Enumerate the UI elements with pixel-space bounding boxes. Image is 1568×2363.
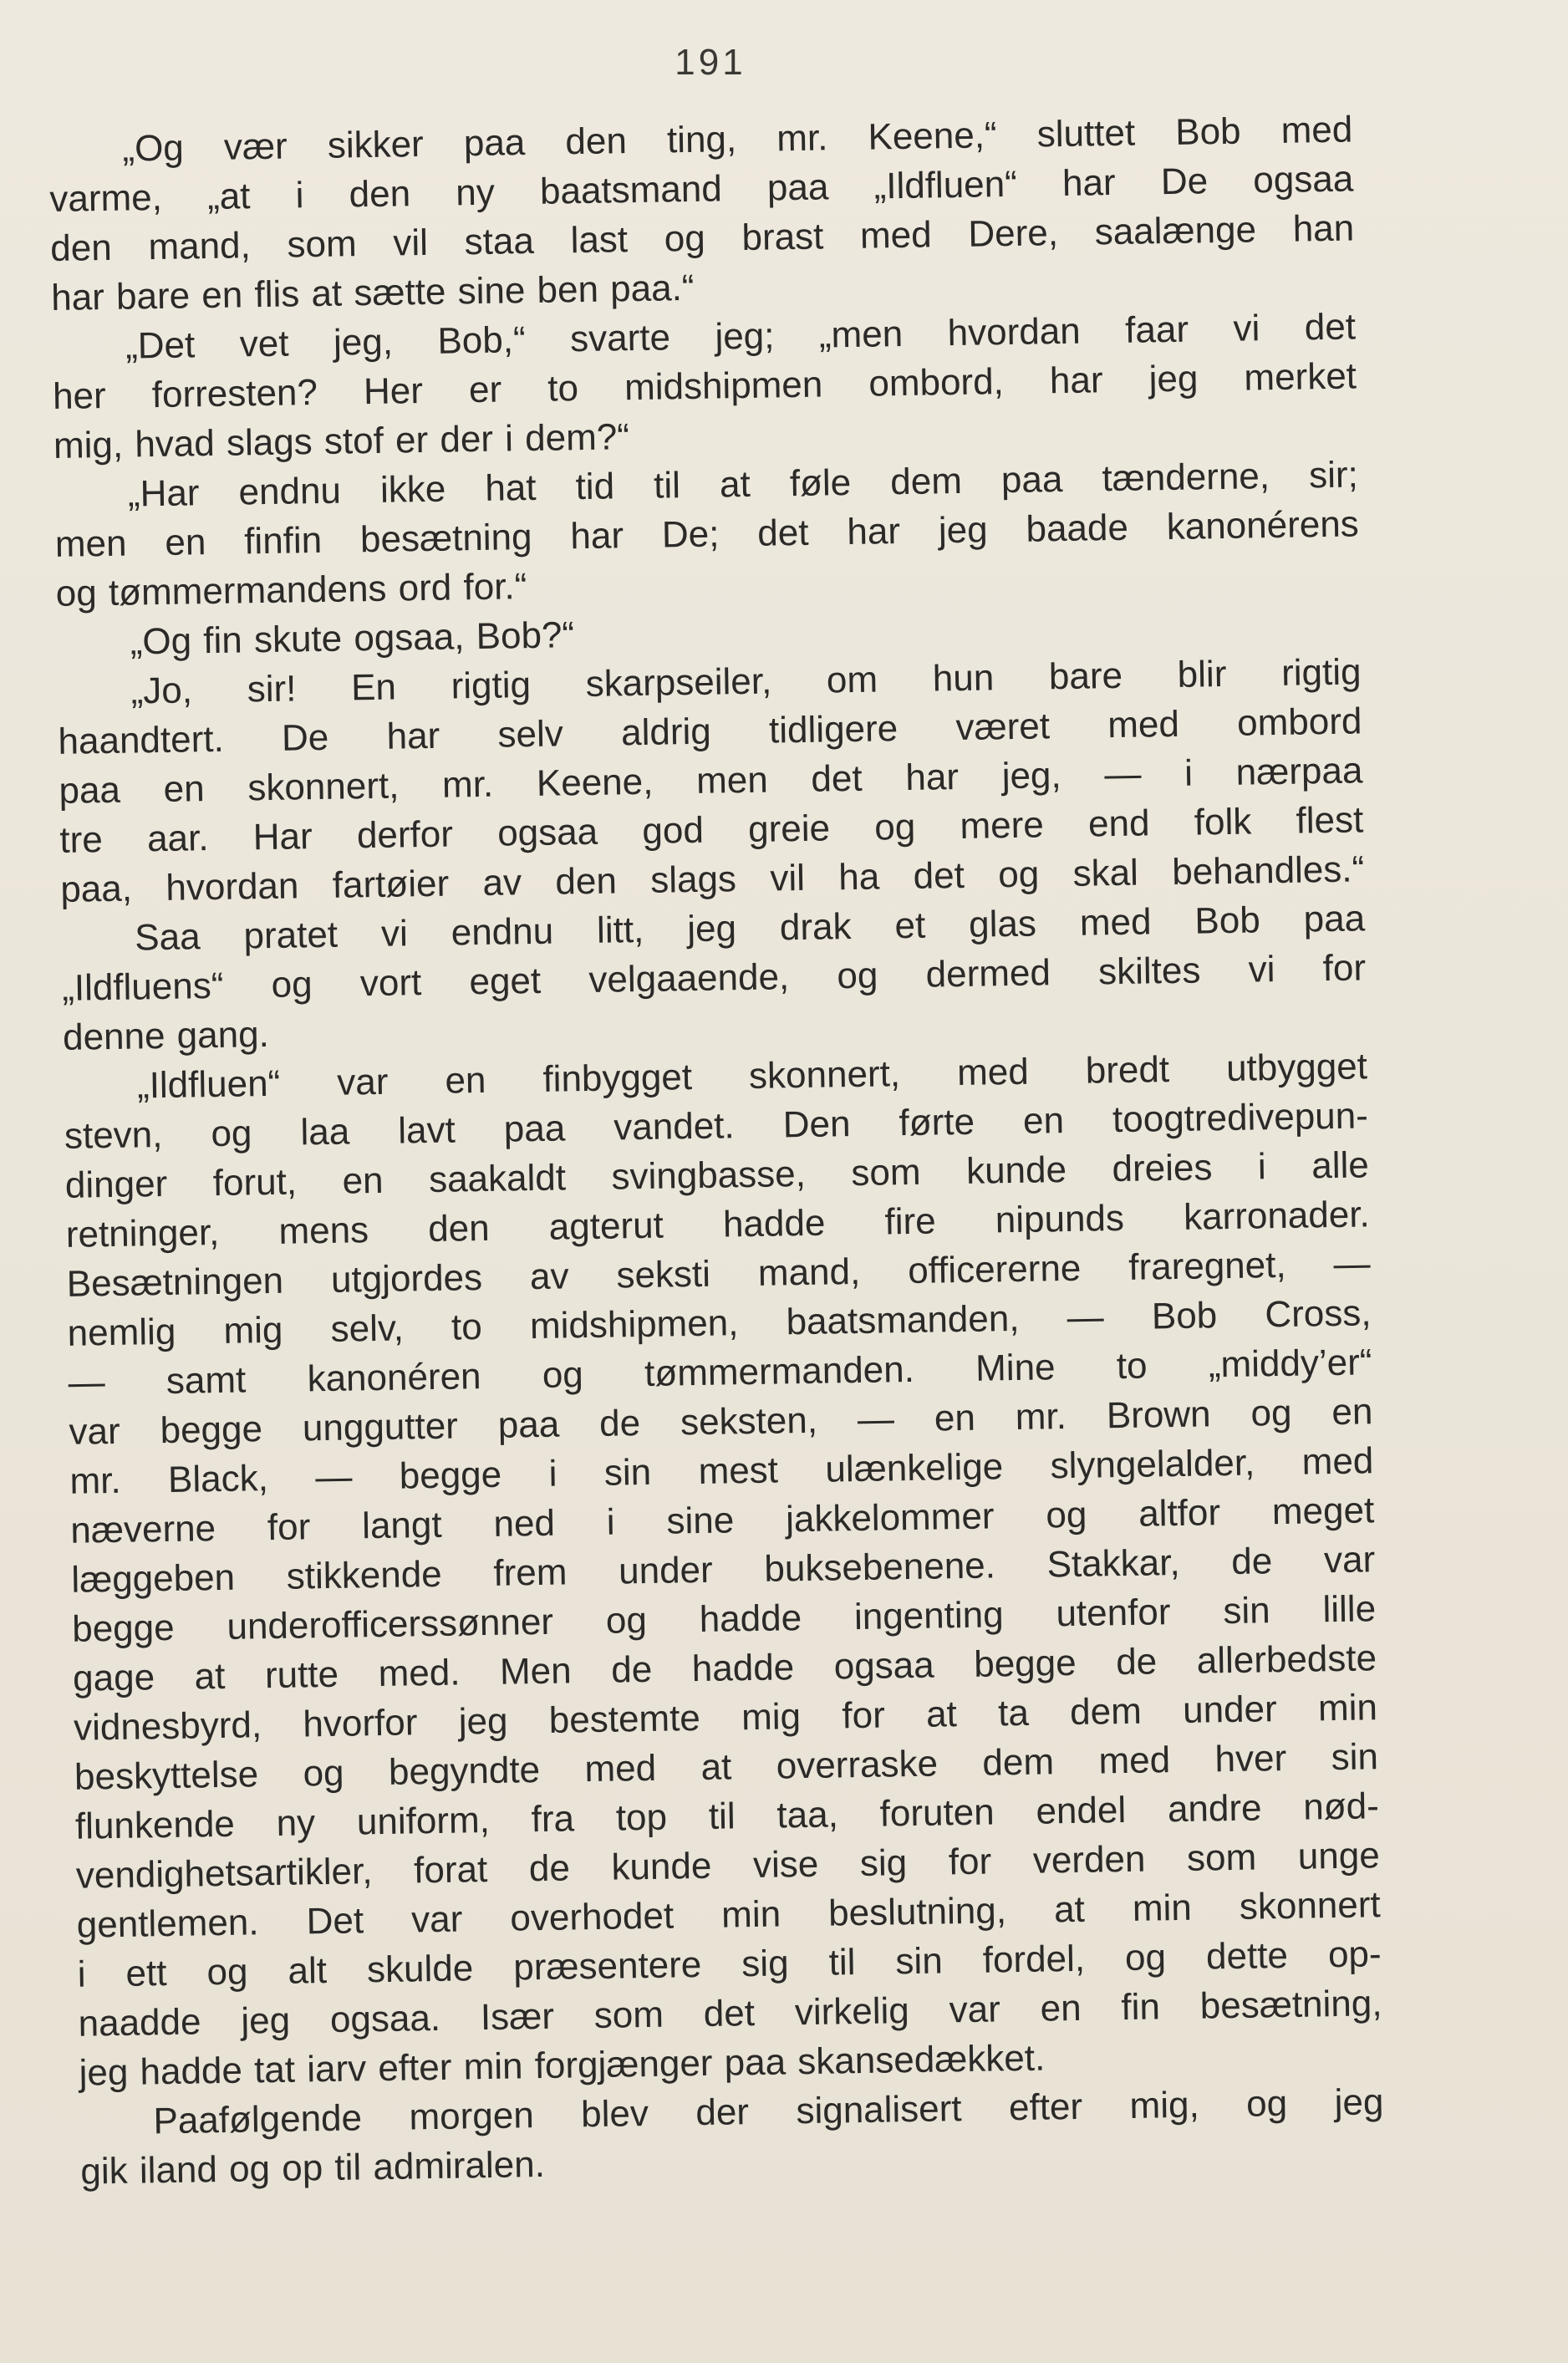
text-line: „Og vær sikker paa den ting, mr. Keene,“ sluttet Bob med: [122, 109, 1353, 170]
text-line: retninger, mens den agterut hadde fire nipunds karronader.: [65, 1194, 1371, 1255]
text-line: flunkende ny uniform, fra top til taa, foruten endel andre nød-: [74, 1785, 1380, 1847]
text-line: vendighetsartikler, forat de kunde vise sig for verden som unge: [75, 1835, 1381, 1897]
text-line: mig, hvad slags stof er der i dem?“: [53, 416, 630, 466]
text-line: var begge unggutter paa de seksten, — en mr. Brown og en: [69, 1391, 1373, 1453]
text-line: læggeben stikkende frem under buksebenene. Stakkar, de var: [70, 1539, 1376, 1601]
text-line: har bare en flis at sætte sine ben paa.“: [50, 267, 695, 318]
text-line: tre aar. Har derfor ogsaa god greie og mere end folk flest: [59, 799, 1364, 861]
text-line: „Har endnu ikke hat tid til at føle dem paa tænderne, sir;: [127, 454, 1359, 515]
text-line: Saa pratet vi endnu litt, jeg drak et glas med Bob paa: [134, 898, 1366, 959]
text-line: naadde jeg ogsaa. Især som det virkelig var en fin besætning,: [78, 1983, 1382, 2045]
text-line: nemlig mig selv, to midshipmen, baatsmanden, — Bob Cross,: [67, 1292, 1372, 1354]
text-line: Paafølgende morgen blev der signalisert efter mig, og jeg: [153, 2081, 1384, 2142]
text-line: vidnesbyrd, hvorfor jeg bestemte mig for at ta dem under min: [73, 1687, 1378, 1749]
text-line: gage at rutte med. Men de hadde ogsaa begge de allerbedste: [72, 1637, 1377, 1699]
text-line: Besætningen utgjordes av seksti mand, officererne fraregnet, —: [66, 1243, 1371, 1305]
body-text: [48, 104, 1385, 2196]
text-line: næverne for langt ned i sine jakkelommer og altfor meget: [70, 1490, 1375, 1551]
text-line: „Det vet jeg, Bob,“ svarte jeg; „men hvordan faar vi det: [125, 306, 1357, 367]
text-line: begge underofficerssønner og hadde ingenting utenfor sin lille: [71, 1588, 1377, 1650]
page-number: 191: [675, 42, 746, 83]
text-line: varme, „at i den ny baatsmand paa „Ildfluen“ har De ogsaa: [49, 158, 1354, 220]
text-line: mr. Black, — begge i sin mest ulænkelige slyngelalder, med: [69, 1440, 1374, 1502]
text-line: paa en skonnert, mr. Keene, men det har jeg, — i nærpaa: [59, 750, 1363, 812]
text-line: i ett og alt skulde præsentere sig til sin fordel, og dette op-: [77, 1933, 1382, 1995]
text-line: — samt kanonéren og tømmermanden. Mine to „middy’er“: [68, 1342, 1372, 1403]
text-line: men en finfin besætning har De; det har jeg baade kanonérens: [54, 503, 1360, 565]
text-line: gentlemen. Det var overhodet min beslutning, at min skonnert: [76, 1884, 1382, 1946]
text-line: „Ildfluen“ var en finbygget skonnert, med bredt utbygget: [136, 1046, 1368, 1107]
text-line: den mand, som vil staa last og brast med Dere, saalænge han: [49, 207, 1355, 269]
text-line: og tømmermandens ord for.“: [55, 566, 527, 614]
text-line: gik iland og op til admiralen.: [80, 2143, 546, 2192]
text-line: jeg hadde tat iarv efter min forgjænger paa skansedækket.: [79, 2037, 1046, 2094]
text-line: denne gang.: [62, 1013, 270, 1058]
text-line: paa, hvordan fartøier av den slags vil ha det og skal behandles.“: [59, 848, 1365, 910]
text-line: dinger forut, en saakaldt svingbasse, som kunde dreies i alle: [64, 1144, 1370, 1206]
text-line: „Ildfluens“ og vort eget velgaaende, og dermed skiltes vi for: [61, 947, 1367, 1009]
text-line: stevn, og laa lavt paa vandet. Den førte en toogtredivepun-: [64, 1095, 1369, 1157]
text-line: haandtert. De har selv aldrig tidligere været med ombord: [58, 700, 1362, 762]
text-line: „Og fin skute ogsaa, Bob?“: [130, 614, 575, 663]
text-line: beskyttelse og begyndte med at overraske dem med hver sin: [74, 1736, 1379, 1798]
text-line: her forresten? Her er to midshipmen ombord, har jeg merket: [52, 355, 1357, 417]
text-line: „Jo, sir! En rigtig skarpseiler, om hun bare blir rigtig: [130, 651, 1362, 712]
